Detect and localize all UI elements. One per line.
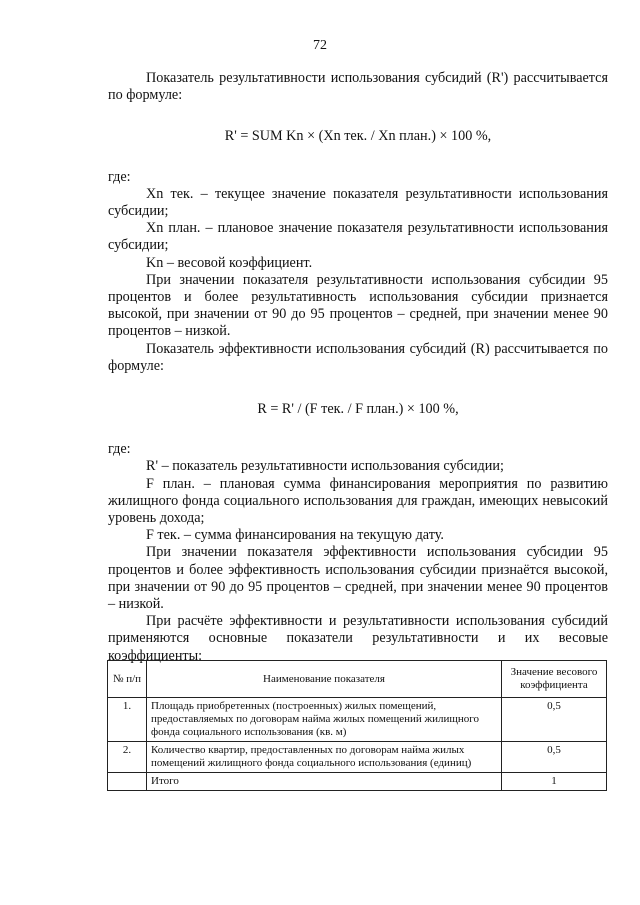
row-number — [108, 773, 147, 791]
table-header-row — [108, 661, 607, 698]
formula-efficiency-indicator: R = R' / (F тек. / F план.) × 100 %, — [257, 401, 459, 418]
definition-xn-current: Xn тек. – текущее значение показателя результативности использования субсидии; — [108, 185, 608, 220]
definition-f-plan: F план. – плановая сумма финансирования мероприятия по развитию жилищного фонда социального использования для граждан, имеющих невысокий уровень дохода; — [108, 475, 608, 527]
page-number: 72 — [313, 38, 327, 53]
paragraph-efficiency-indicator-intro: Показатель эффективности использования субсидий (R) рассчитывается по формуле: — [108, 340, 608, 374]
row-indicator-name: Площадь приобретенных (построенных) жилых помещений, предоставляемых по договорам найма жилых помещений жилищного фонда социального использования (кв. м) — [147, 698, 502, 742]
header-indicator-name: Наименование показателя — [147, 661, 502, 698]
row-number: 2. — [108, 742, 147, 773]
table-row — [108, 742, 607, 773]
definition-kn: Kn – весовой коэффициент. — [146, 254, 313, 271]
paragraph-result-evaluation: При значении показателя результативности использования субсидии 95 процентов и более результативность использования субсидии признается высокой, при значении от 90 до 95 процентов – средней, при значении менее 90 процентов – низкой. — [108, 271, 608, 340]
row-weight: 0,5 — [502, 742, 607, 773]
row-number: 1. — [108, 698, 147, 742]
header-number: № п/п — [108, 661, 147, 698]
row-total-weight: 1 — [502, 773, 607, 791]
definition-r-prime: R' – показатель результативности использования субсидии; — [146, 458, 504, 475]
indicators-table — [107, 660, 607, 791]
document-body — [108, 70, 608, 665]
header-weight: Значение весового коэффициента — [502, 661, 607, 698]
table-row — [108, 698, 607, 742]
definition-f-current: F тек. – сумма финансирования на текущую дату. — [146, 527, 444, 544]
table-total-row — [108, 773, 607, 791]
paragraph-efficiency-evaluation: При значении показателя эффективности использования субсидии 95 процентов и более эффективность использования субсидии признаётся высокой, при значении от 90 до 95 процентов – средней, при значении менее 90 процентов – низкой. — [108, 544, 608, 613]
paragraph-weights-intro: При расчёте эффективности и результативности использования субсидий применяются основные показатели результативности и их весовые коэффициенты: — [108, 613, 608, 664]
definition-xn-plan: Xn план. – плановое значение показателя результативности использования субсидии; — [108, 220, 608, 254]
formula-result-indicator: R' = SUM Kn × (Xn тек. / Xn план.) × 100 %, — [224, 128, 492, 145]
row-indicator-name: Количество квартир, предоставленных по договорам найма жилых помещений жилищного фонда социального использования (единиц) — [147, 742, 502, 773]
where-label-1: где: — [108, 168, 131, 185]
paragraph-result-indicator-intro: Показатель результативности использования субсидий (R') рассчитывается по формуле: — [108, 70, 608, 104]
where-label-2: где: — [108, 441, 131, 458]
row-total-label: Итого — [147, 773, 502, 791]
row-weight: 0,5 — [502, 698, 607, 742]
